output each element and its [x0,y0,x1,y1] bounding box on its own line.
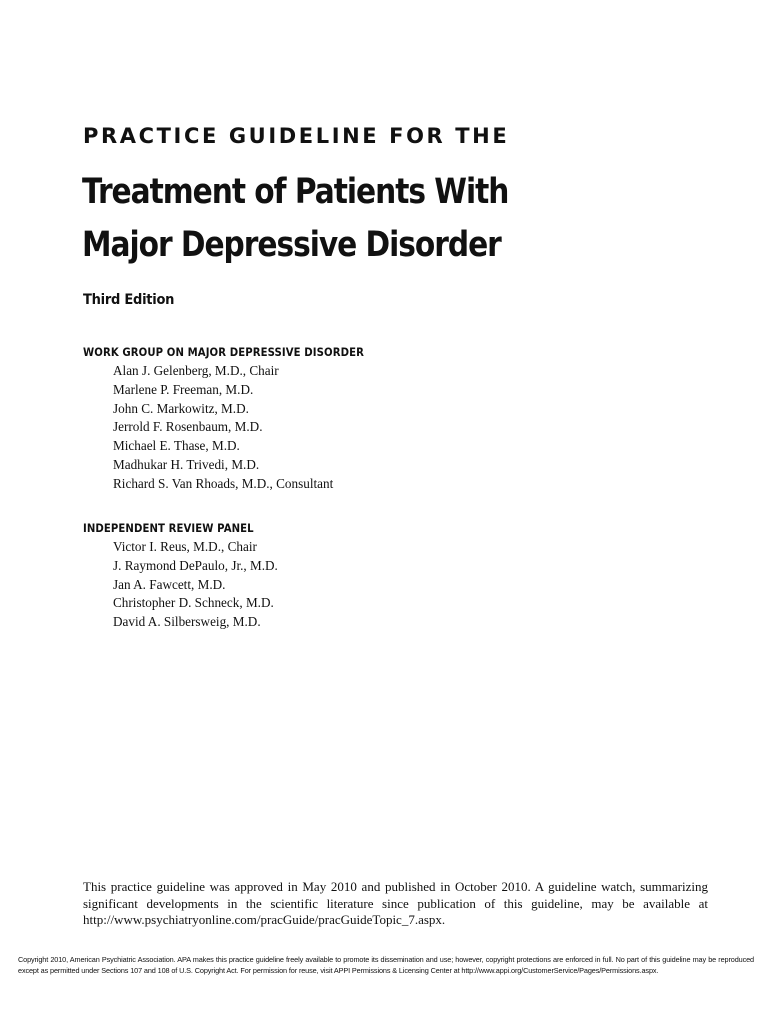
review-panel-member: Victor I. Reus, M.D., Chair [113,539,257,554]
work-group-member: Jerrold F. Rosenbaum, M.D. [113,419,263,435]
document-title [82,166,615,272]
edition-label: Third Edition [83,292,175,308]
work-group-member: Marlene P. Freeman, M.D. [113,381,254,397]
title-line-2: Major Depressive Disorder [82,225,501,265]
work-group-list [113,362,333,494]
work-group-member: Richard S. Van Rhoads, M.D., Consultant [113,475,334,491]
work-group-heading: WORK GROUP ON MAJOR DEPRESSIVE DISORDER [83,345,364,359]
work-group-member: Madhukar H. Trivedi, M.D. [113,456,260,472]
review-panel-member: David A. Silbersweig, M.D. [113,614,261,630]
review-panel-list [113,538,278,632]
title-line-1: Treatment of Patients With [82,172,509,212]
approval-note: This practice guideline was approved in May 2010 and published in October 2010. A guideline watch, summarizing significant developments in the scientific literature since publication of this guideline, may be available at http://www.psychiatryonline.com/pracGuide/pracGuideTopic_7.aspx. [83,879,708,927]
work-group-member: Michael E. Thase, M.D. [113,438,240,454]
copyright-notice: Copyright 2010, American Psychiatric Association. APA makes this practice guideline freely available to promote its dissemination and use; however, copyright protections are enforced in full. No part of this guideline may be reproduced except as permitted under Sections 107 and 108 of U.S. Copyright Act. For permission for reuse, visit APPI Permissions & Licensing Center at http://www.appi.org/CustomerService/Pages/Permissions.aspx. [18,955,754,975]
title-kicker: PRACTICE GUIDELINE FOR THE [83,124,510,148]
review-panel-member: Christopher D. Schneck, M.D. [113,595,274,611]
review-panel-heading: INDEPENDENT REVIEW PANEL [83,521,254,535]
review-panel-member: J. Raymond DePaulo, Jr., M.D. [113,557,278,573]
work-group-member: John C. Markowitz, M.D. [113,400,249,416]
review-panel-member: Jan A. Fawcett, M.D. [113,576,226,592]
work-group-member: Alan J. Gelenberg, M.D., Chair [113,363,279,378]
